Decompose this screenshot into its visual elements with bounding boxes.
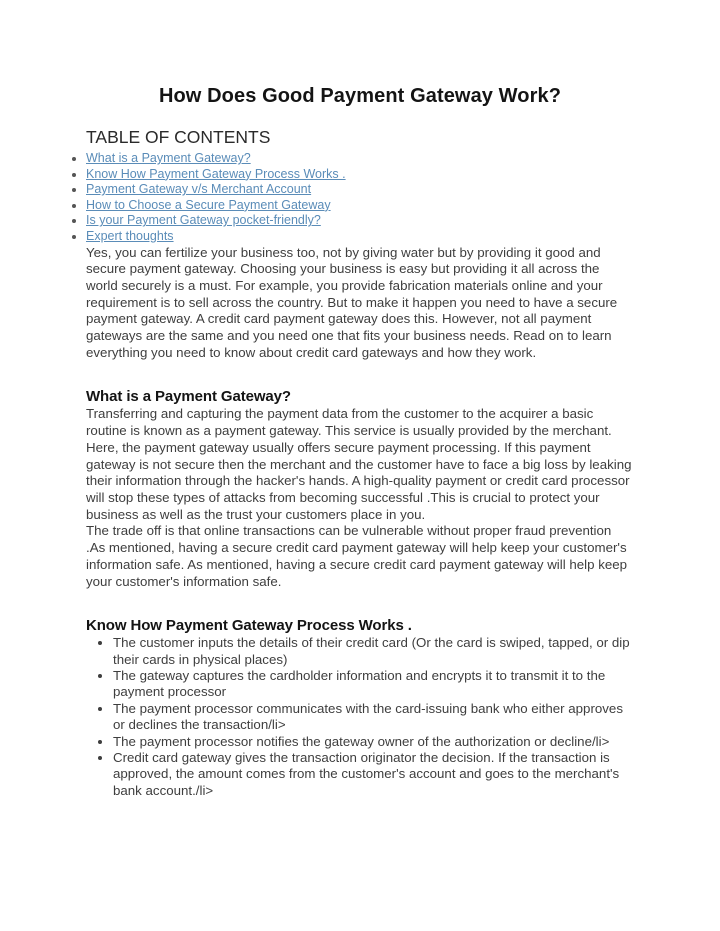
table-of-contents [86, 151, 634, 245]
toc-item [86, 151, 634, 167]
toc-link-choose-secure-gateway[interactable]: How to Choose a Secure Payment Gateway [86, 197, 331, 212]
section-paragraph: The trade off is that online transactions can be vulnerable without proper fraud prevention .As mentioned, having a secure credit card payment gateway will help keep your customer's information safe. As mentioned, having a secure credit card payment gateway will help keep your customer's information safe. [86, 523, 628, 589]
toc-item [86, 198, 634, 214]
toc-link-know-how-process-works[interactable]: Know How Payment Gateway Process Works . [86, 166, 346, 181]
process-step: • The customer inputs the details of their credit card (Or the card is swiped, tapped, or dip their cards in physical places) [113, 635, 634, 668]
section-paragraph: Transferring and capturing the payment data from the customer to the acquirer a basic routine is known as a payment gateway. This service is usually provided by the merchant. Here, the payment gateway usually offers secure payment processing. If this payment gateway is not secure then the merchant and the customer have to face a big loss by leaking their information through the hacker's hands. A high-quality payment or credit card processor will stop these types of attacks from becoming successful .This is crucial to protect your business as well as the trust your customers place in you. [86, 406, 632, 522]
toc-item [86, 182, 634, 198]
process-step: • The payment processor notifies the gateway owner of the authorization or decline/li> [113, 734, 634, 750]
page-title: How Does Good Payment Gateway Work? [158, 85, 562, 107]
section-heading-process-works: Know How Payment Gateway Process Works . [86, 617, 412, 635]
toc-link-what-is-a-payment-gateway[interactable]: What is a Payment Gateway? [86, 151, 251, 165]
section-heading-what-is-a-payment-gateway: What is a Payment Gateway? [86, 388, 291, 406]
toc-link-pocket-friendly[interactable]: Is your Payment Gateway pocket-friendly? [86, 213, 321, 228]
process-steps-list [86, 635, 634, 799]
toc-item [86, 213, 634, 229]
process-step: • The payment processor communicates with the card-issuing bank who either approves or declines the transaction/li> [113, 701, 634, 734]
toc-link-gateway-vs-merchant-account[interactable]: Payment Gateway v/s Merchant Account [86, 182, 312, 197]
intro-paragraph: Yes, you can fertilize your business too, not by giving water but by providing it good and secure payment gateway. Choosing your business is easy but providing it all across the world securely is a must. For example, you provide fabrication materials online and your requirement is to sell across the country. But to make it happen you need to have a secure payment gateway. A credit card payment gateway does this. However, not all payment gateways are the same and you need one that fits your business needs. Read on to learn everything you need to know about credit card gateways and how they work. [86, 244, 618, 360]
toc-link-expert-thoughts[interactable]: Expert thoughts [86, 228, 174, 243]
toc-item [86, 167, 634, 183]
toc-item [86, 229, 634, 245]
process-step: • The gateway captures the cardholder information and encrypts it to transmit it to the payment processor [113, 668, 634, 701]
toc-heading: TABLE OF CONTENTS [86, 127, 271, 147]
process-step: • Credit card gateway gives the transaction originator the decision. If the transaction is approved, the amount comes from the customer's account and goes to the merchant's bank account./li> [113, 750, 634, 799]
